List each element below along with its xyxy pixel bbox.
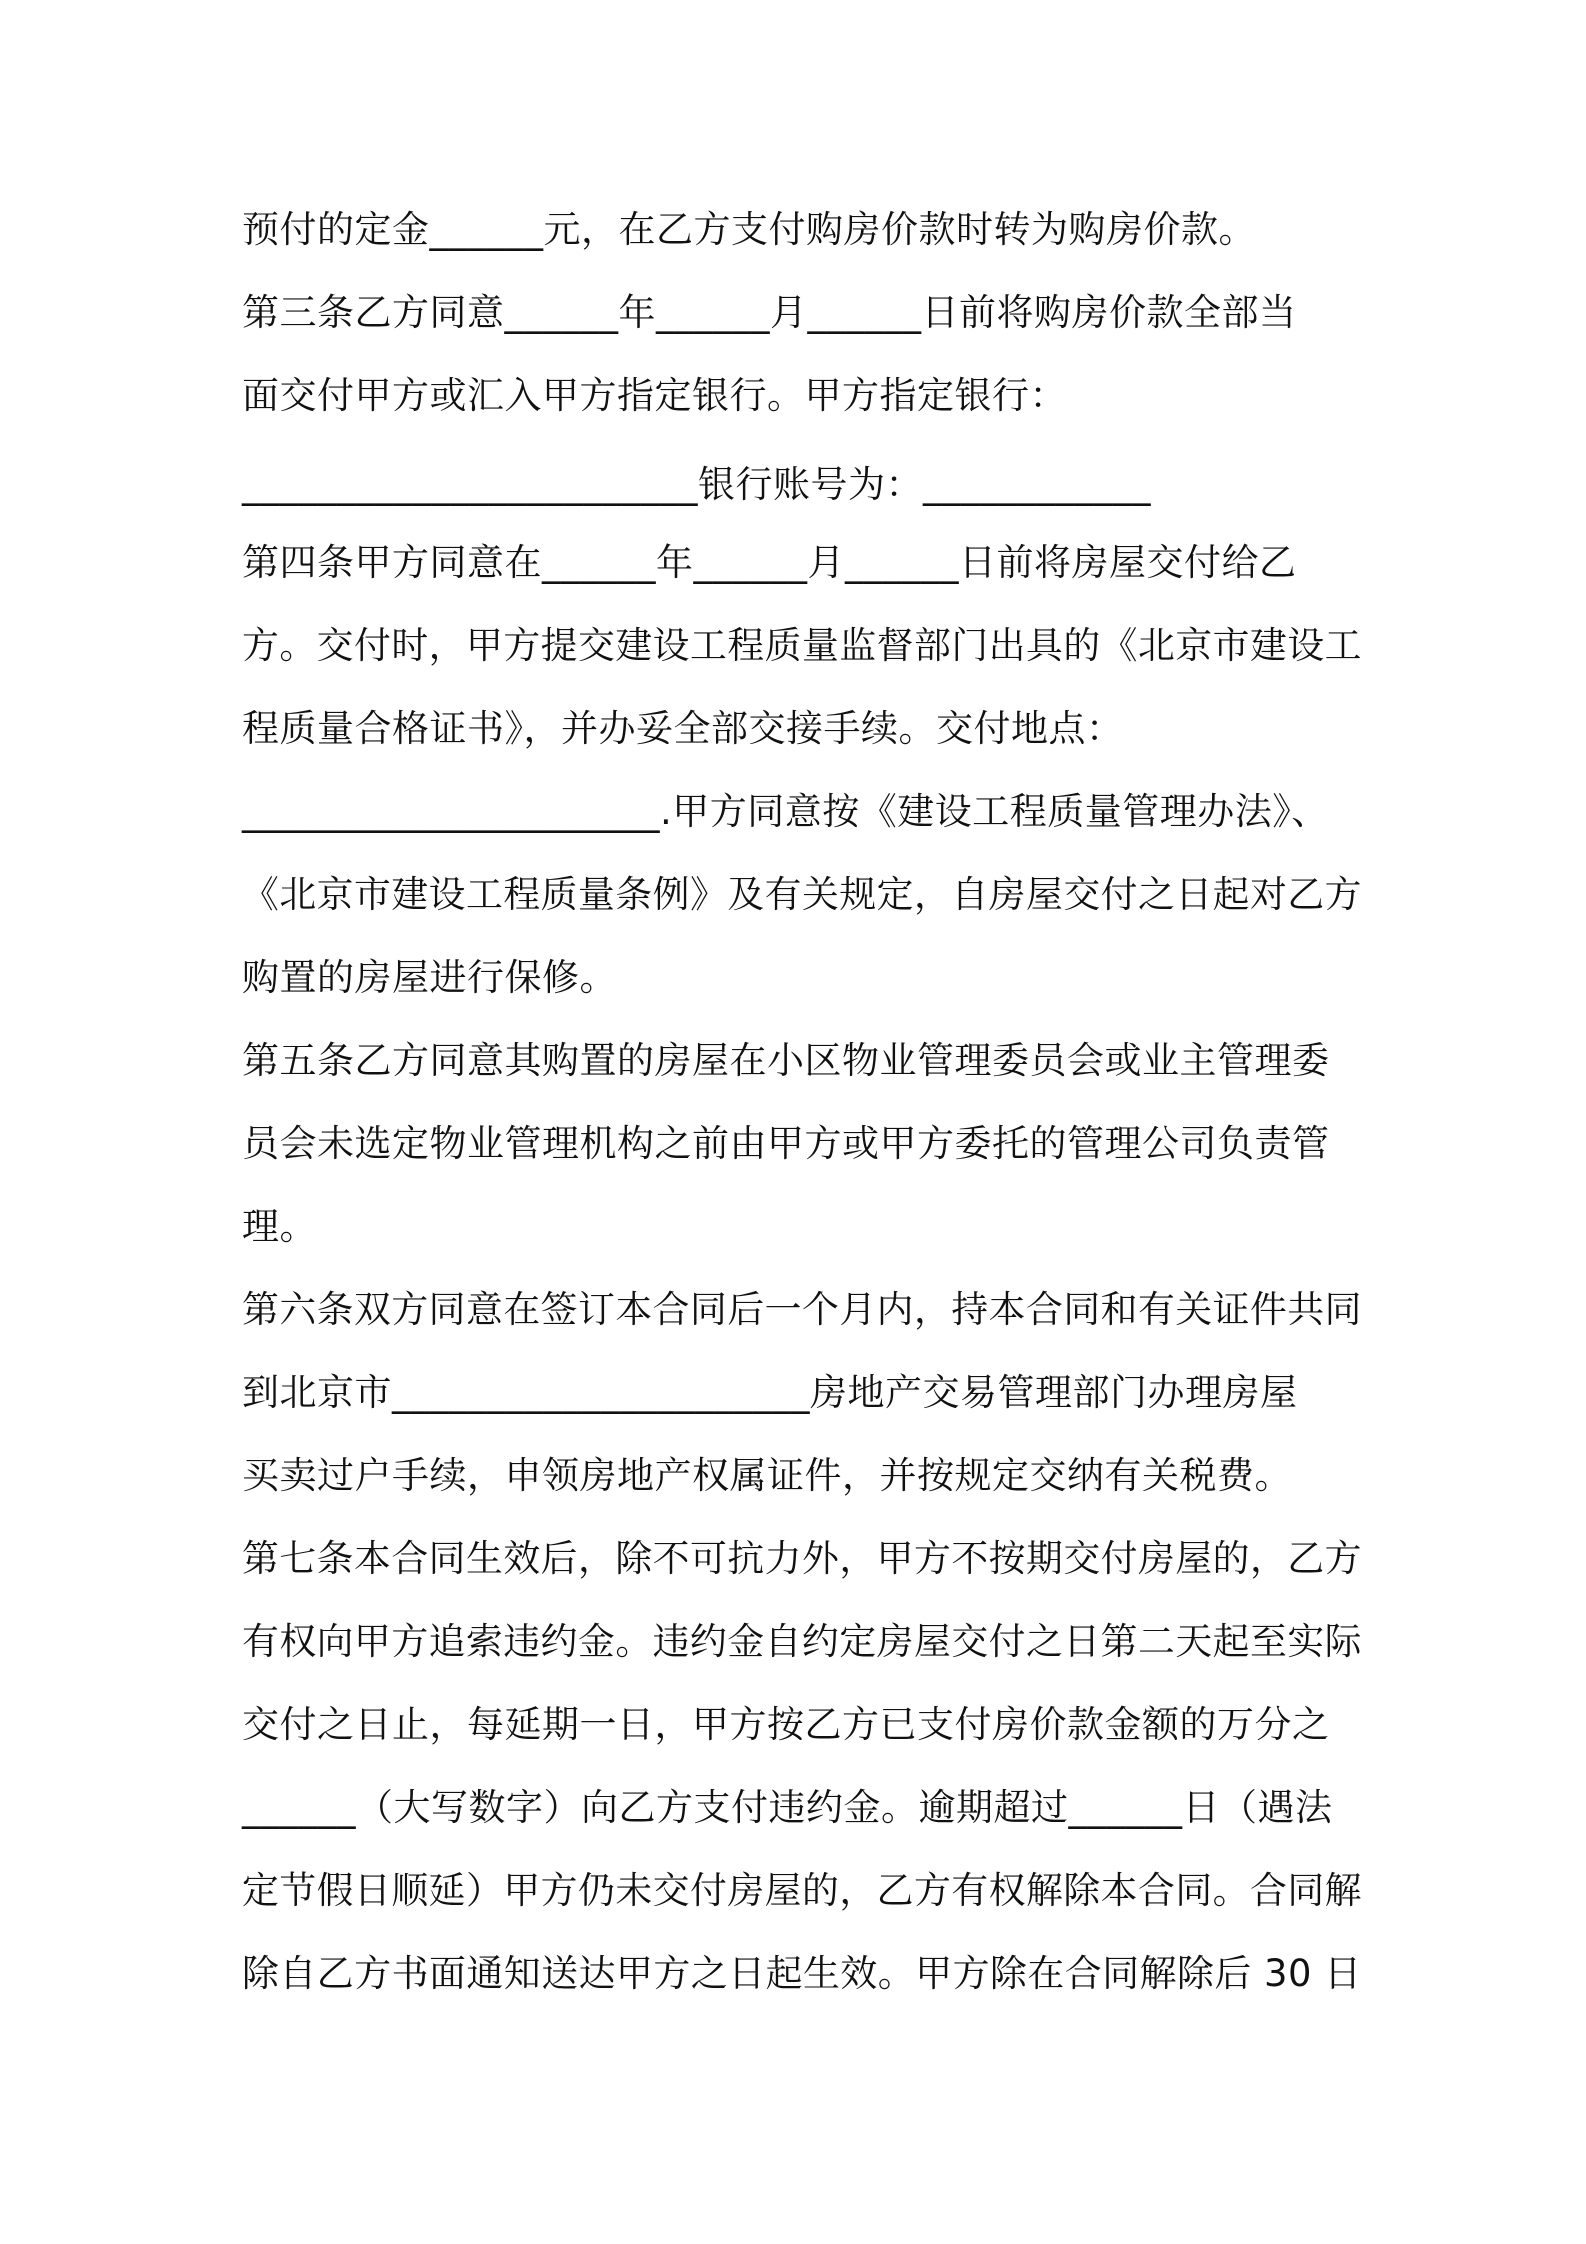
text-line: 买卖过户手续，申领房地产权属证件，并按规定交纳有关税费。 — [242, 1454, 1292, 1497]
text-line: ______（大写数字）向乙方支付违约金。逾期超过______日（遇法 — [242, 1786, 1333, 1829]
text-line: 交付之日止，每延期一日，甲方按乙方已支付房价款金额的万分之 — [242, 1703, 1330, 1746]
text-line: 有权向甲方追索违约金。违约金自约定房屋交付之日第二天起至实际 — [242, 1620, 1362, 1663]
text-line: 第五条乙方同意其购置的房屋在小区物业管理委员会或业主管理委 — [242, 1039, 1330, 1082]
text-line: 除自乙方书面通知送达甲方之日起生效。甲方除在合同解除后 30 日 — [242, 1952, 1362, 1995]
text-line: 第六条双方同意在签订本合同后一个月内，持本合同和有关证件共同 — [242, 1288, 1362, 1331]
text-line: 第七条本合同生效后，除不可抗力外，甲方不按期交付房屋的，乙方 — [242, 1537, 1362, 1580]
text-line: ________________________银行账号为：____________ — [242, 463, 1151, 506]
text-line: 面交付甲方或汇入甲方指定银行。甲方指定银行： — [242, 374, 1067, 417]
text-line: 方。交付时，甲方提交建设工程质量监督部门出具的《北京市建设工 — [242, 624, 1362, 667]
text-line: 预付的定金______元，在乙方支付购房价款时转为购房价款。 — [242, 208, 1256, 251]
text-line: 定节假日顺延）甲方仍未交付房屋的，乙方有权解除本合同。合同解 — [242, 1869, 1362, 1912]
text-line: 到北京市______________________房地产交易管理部门办理房屋 — [242, 1371, 1298, 1414]
text-line: 第三条乙方同意______年______月______日前将购房价款全部当 — [242, 291, 1297, 334]
text-line: 《北京市建设工程质量条例》及有关规定，自房屋交付之日起对乙方 — [242, 873, 1362, 916]
text-line: 程质量合格证书》，并办妥全部交接手续。交付地点： — [242, 707, 1124, 750]
text-line: 第四条甲方同意在______年______月______日前将房屋交付给乙 — [242, 541, 1297, 584]
text-line: 购置的房屋进行保修。 — [242, 956, 617, 999]
text-line: 员会未选定物业管理机构之前由甲方或甲方委托的管理公司负责管 — [242, 1122, 1330, 1165]
text-line: 理。 — [242, 1205, 317, 1248]
text-line: ______________________.甲方同意按《建设工程质量管理办法》、 — [242, 790, 1329, 833]
